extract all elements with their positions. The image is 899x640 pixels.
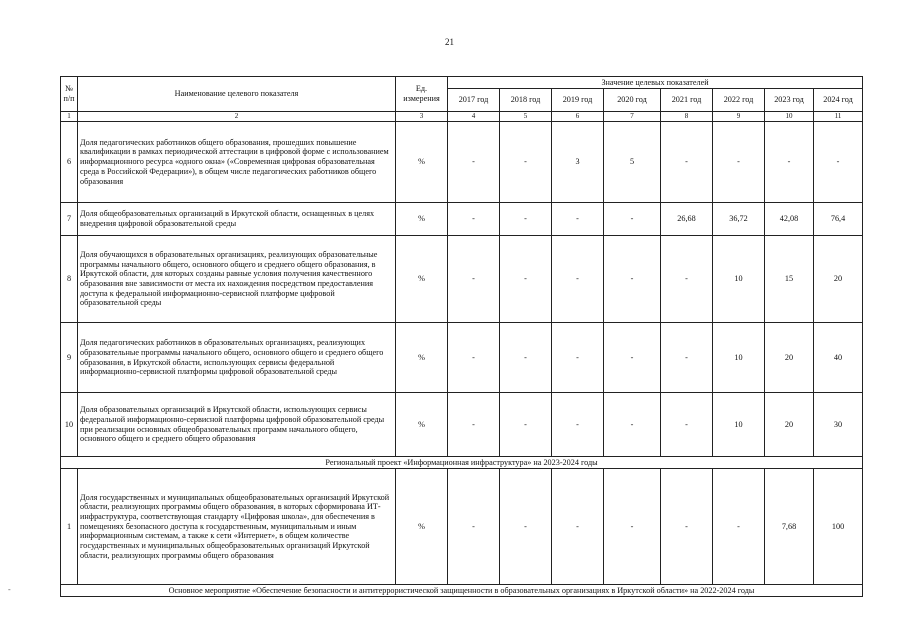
header-year: 2020 год xyxy=(604,89,661,112)
table-row xyxy=(61,469,863,585)
header-name: Наименование целевого показателя xyxy=(78,77,396,112)
table-row xyxy=(61,393,863,457)
header-year: 2024 год xyxy=(814,89,863,112)
header-year: 2018 год xyxy=(500,89,552,112)
unit-cell: % xyxy=(396,236,448,323)
value-cell: - xyxy=(552,323,604,393)
value-cell: - xyxy=(448,469,500,585)
row-num: 9 xyxy=(61,323,78,393)
stray-mark: - xyxy=(8,585,11,594)
value-cell: - xyxy=(713,469,765,585)
value-cell: 20 xyxy=(814,236,863,323)
column-index-cell: 11 xyxy=(814,112,863,122)
column-index-cell: 6 xyxy=(552,112,604,122)
header-year: 2022 год xyxy=(713,89,765,112)
value-cell: - xyxy=(604,393,661,457)
header-unit: Ед. измерения xyxy=(396,77,448,112)
value-cell: 30 xyxy=(814,393,863,457)
column-index-cell: 8 xyxy=(661,112,713,122)
unit-cell: % xyxy=(396,122,448,203)
value-cell: 10 xyxy=(713,323,765,393)
column-index-cell: 3 xyxy=(396,112,448,122)
value-cell: - xyxy=(604,236,661,323)
column-index-row xyxy=(61,112,863,122)
column-index-cell: 1 xyxy=(61,112,78,122)
value-cell: - xyxy=(661,323,713,393)
value-cell: - xyxy=(713,122,765,203)
value-cell: - xyxy=(448,122,500,203)
row-num: 1 xyxy=(61,469,78,585)
column-index-cell: 9 xyxy=(713,112,765,122)
value-cell: 26,68 xyxy=(661,203,713,236)
header-num: № п/п xyxy=(61,77,78,112)
unit-cell: % xyxy=(396,203,448,236)
column-index-cell: 2 xyxy=(78,112,396,122)
column-index-cell: 4 xyxy=(448,112,500,122)
row-num: 8 xyxy=(61,236,78,323)
value-cell: - xyxy=(604,203,661,236)
column-index-cell: 10 xyxy=(765,112,814,122)
value-cell: 5 xyxy=(604,122,661,203)
value-cell: 76,4 xyxy=(814,203,863,236)
value-cell: - xyxy=(604,469,661,585)
unit-cell: % xyxy=(396,393,448,457)
value-cell: 3 xyxy=(552,122,604,203)
value-cell: - xyxy=(500,323,552,393)
header-year: 2021 год xyxy=(661,89,713,112)
value-cell: - xyxy=(448,393,500,457)
value-cell: 20 xyxy=(765,393,814,457)
row-num: 10 xyxy=(61,393,78,457)
value-cell: - xyxy=(552,236,604,323)
header-year: 2023 год xyxy=(765,89,814,112)
table-row xyxy=(61,323,863,393)
value-cell: 20 xyxy=(765,323,814,393)
value-cell: - xyxy=(448,203,500,236)
value-cell: 7,68 xyxy=(765,469,814,585)
value-cell: 10 xyxy=(713,393,765,457)
header-year: 2019 год xyxy=(552,89,604,112)
table-row xyxy=(61,203,863,236)
value-cell: - xyxy=(500,393,552,457)
value-cell: 100 xyxy=(814,469,863,585)
indicator-name: Доля педагогических работников в образовательных организациях, реализующих образовательные программы начального общего, основного общего и среднего общего образования, в Иркутской области, использующих сервисы федеральной информационно-сервисной платформы цифровой образовательной среды xyxy=(78,323,396,393)
column-index-cell: 7 xyxy=(604,112,661,122)
unit-cell: % xyxy=(396,323,448,393)
page-number: 21 xyxy=(445,37,454,47)
value-cell: 42,08 xyxy=(765,203,814,236)
table-row xyxy=(61,236,863,323)
row-num: 7 xyxy=(61,203,78,236)
value-cell: - xyxy=(552,469,604,585)
indicators-table xyxy=(60,76,863,597)
value-cell: 36,72 xyxy=(713,203,765,236)
header-year: 2017 год xyxy=(448,89,500,112)
value-cell: - xyxy=(661,122,713,203)
table-row xyxy=(61,122,863,203)
value-cell: - xyxy=(552,393,604,457)
value-cell: - xyxy=(552,203,604,236)
indicator-name: Доля педагогических работников общего образования, прошедших повышение квалификации в рамках периодической аттестации в цифровой форме с использованием информационного ресурса «одного окна» («Современная цифровая образовательная среда в Российской Федерации»), в общем числе педагогических работников общего образования xyxy=(78,122,396,203)
row-num: 6 xyxy=(61,122,78,203)
section-title-info-infrastructure: Региональный проект «Информационная инфраструктура» на 2023-2024 годы xyxy=(61,457,863,469)
value-cell: - xyxy=(604,323,661,393)
value-cell: 40 xyxy=(814,323,863,393)
value-cell: - xyxy=(448,236,500,323)
section-title-security: Основное мероприятие «Обеспечение безопасности и антитеррористической защищенности в образовательных организациях в Иркутской области» на 2022-2024 годы xyxy=(61,585,863,597)
value-cell: - xyxy=(448,323,500,393)
value-cell: - xyxy=(661,469,713,585)
indicator-name: Доля обучающихся в образовательных организациях, реализующих образовательные программы начального общего, основного общего и среднего общего образования, в Иркутской области, для которых созданы равные условия получения качественного образования вне зависимости от места их нахождения посредством предоставления доступа к федеральной информационно-сервисной платформе цифровой образовательной среды xyxy=(78,236,396,323)
value-cell: 15 xyxy=(765,236,814,323)
value-cell: - xyxy=(500,122,552,203)
header-values-group: Значение целевых показателей xyxy=(448,77,863,89)
value-cell: - xyxy=(814,122,863,203)
table-body-block1 xyxy=(61,122,863,457)
indicator-name: Доля государственных и муниципальных общеобразовательных организаций Иркутской области, реализующих программы общего образования, в которых сформирована ИТ-инфраструктура, соответствующая стандарту «Цифровая школа», для обеспечения в помещениях безопасного доступа к государственным, муниципальным и иным информационным системам, а также к сети «Интернет», в общем количестве государственных и муниципальных общеобразовательных организаций Иркутской области, реализующих программы общего образования xyxy=(78,469,396,585)
column-index-cell: 5 xyxy=(500,112,552,122)
value-cell: - xyxy=(500,469,552,585)
value-cell: - xyxy=(765,122,814,203)
value-cell: - xyxy=(500,236,552,323)
unit-cell: % xyxy=(396,469,448,585)
value-cell: - xyxy=(500,203,552,236)
table-body-block2 xyxy=(61,469,863,585)
indicator-name: Доля общеобразовательных организаций в Иркутской области, оснащенных в целях внедрения цифровой образовательной среды xyxy=(78,203,396,236)
value-cell: - xyxy=(661,236,713,323)
indicator-name: Доля образовательных организаций в Иркутской области, использующих сервисы федеральной информационно-сервисной платформы цифровой образовательной среды при реализации основных общеобразовательных программ начального общего, основного общего и среднего общего образования xyxy=(78,393,396,457)
value-cell: - xyxy=(661,393,713,457)
value-cell: 10 xyxy=(713,236,765,323)
